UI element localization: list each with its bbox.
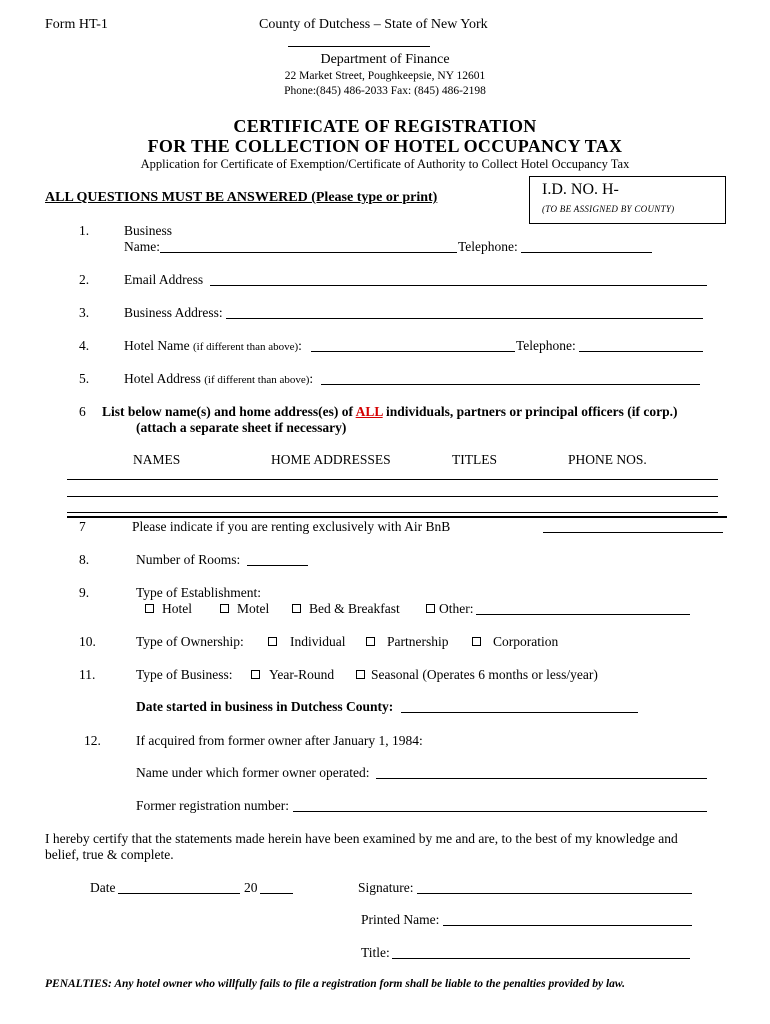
option-bed-breakfast[interactable]: [292, 601, 400, 617]
signature-label: Signature:: [358, 880, 414, 895]
former-registration-label: Former registration number:: [136, 798, 289, 813]
checkbox-individual[interactable]: [268, 637, 277, 646]
instructions: ALL QUESTIONS MUST BE ANSWERED (Please type or print): [45, 190, 438, 205]
option-motel-label: Motel: [237, 601, 270, 616]
col-names: NAMES: [133, 452, 181, 467]
q1-number: 1.: [79, 223, 90, 238]
department-address: 22 Market Street, Poughkeepsie, NY 12601: [284, 70, 486, 82]
checkbox-partnership[interactable]: [366, 637, 375, 646]
number-of-rooms-field[interactable]: [247, 565, 308, 566]
former-owner-name-field[interactable]: [376, 778, 707, 779]
col-phone-nos: PHONE NOS.: [568, 452, 647, 467]
hotel-telephone-field[interactable]: [579, 351, 703, 352]
year-field[interactable]: [260, 893, 293, 894]
option-partnership[interactable]: [366, 634, 449, 650]
title-subtitle: Application for Certificate of Exemption/Certificate of Authority to Collect Hotel Occupancy Tax: [140, 157, 630, 171]
checkbox-motel[interactable]: [220, 604, 229, 613]
id-number-note: (TO BE ASSIGNED BY COUNTY): [542, 204, 675, 214]
q7-number: 7: [79, 519, 86, 534]
option-hotel[interactable]: [145, 601, 192, 617]
id-number-label: I.D. NO. H-: [542, 181, 619, 198]
q1-label-name: Name:: [124, 239, 160, 254]
q10-label: Type of Ownership:: [136, 634, 244, 649]
department-phone-fax: Phone:(845) 486-2033 Fax: (845) 486-2198: [284, 85, 486, 97]
date-label: Date: [90, 880, 116, 895]
option-individual-label: Individual: [290, 634, 346, 649]
penalties-notice: PENALTIES: Any hotel owner who willfully fails to file a registration form shall be liable to the penalties provided by law.: [45, 978, 626, 990]
signature-field[interactable]: [417, 893, 692, 894]
year-prefix: 20: [244, 880, 258, 895]
department-name: Department of Finance: [320, 52, 450, 67]
certify-line-2: belief, true & complete.: [45, 847, 174, 862]
other-establishment-field[interactable]: [476, 614, 690, 615]
q6-text-c: (attach a separate sheet if necessary): [136, 420, 347, 435]
checkbox-hotel[interactable]: [145, 604, 154, 613]
q9-number: 9.: [79, 585, 90, 600]
business-address-field[interactable]: [226, 318, 703, 319]
q4-telephone-label: Telephone:: [516, 338, 576, 353]
q3-label: Business Address:: [124, 305, 223, 320]
title-line-2: FOR THE COLLECTION OF HOTEL OCCUPANCY TAX: [147, 136, 623, 156]
option-corporation-label: Corporation: [493, 634, 559, 649]
col-titles: TITLES: [452, 452, 497, 467]
airbnb-field[interactable]: [543, 532, 723, 533]
q9-label: Type of Establishment:: [136, 585, 262, 600]
option-motel[interactable]: [220, 601, 269, 617]
title-label: Title:: [361, 945, 390, 960]
q6-text-all: ALL: [355, 404, 383, 419]
q1-label-business: Business: [124, 223, 173, 238]
col-home-addresses: HOME ADDRESSES: [271, 452, 391, 467]
option-individual[interactable]: [268, 634, 346, 650]
option-corporation[interactable]: [472, 634, 558, 650]
county-state: County of Dutchess – State of New York: [259, 17, 488, 32]
business-telephone-field[interactable]: [521, 252, 652, 253]
former-owner-name-label: Name under which former owner operated:: [136, 765, 370, 780]
officer-line-2[interactable]: [67, 496, 718, 497]
q1-telephone-label: Telephone:: [458, 239, 518, 254]
option-other[interactable]: [426, 601, 474, 617]
option-hotel-label: Hotel: [162, 601, 192, 616]
q4-number: 4.: [79, 338, 90, 353]
checkbox-other[interactable]: [426, 604, 435, 613]
q4-colon: :: [298, 338, 302, 353]
option-year-round-label: Year-Round: [269, 667, 335, 682]
q2-label: Email Address: [124, 272, 204, 287]
q8-number: 8.: [79, 552, 90, 567]
q3-number: 3.: [79, 305, 90, 320]
q10-number: 10.: [79, 634, 96, 649]
option-bed-breakfast-label: Bed & Breakfast: [309, 601, 400, 616]
certify-line-1: I hereby certify that the statements made herein have been examined by me and are, to the best of my knowledge and: [45, 831, 678, 846]
q12-label: If acquired from former owner after January 1, 1984:: [136, 733, 423, 748]
section-divider: [67, 516, 727, 518]
header-divider: [288, 46, 430, 47]
email-address-field[interactable]: [210, 285, 707, 286]
officer-line-3[interactable]: [67, 512, 718, 513]
checkbox-year-round[interactable]: [251, 670, 260, 679]
q11-label: Type of Business:: [136, 667, 233, 682]
option-partnership-label: Partnership: [387, 634, 449, 649]
option-year-round[interactable]: [251, 667, 334, 683]
title-line-1: CERTIFICATE OF REGISTRATION: [233, 116, 537, 136]
q6-number: 6: [79, 404, 86, 419]
hotel-address-field[interactable]: [321, 384, 700, 385]
q5-colon: :: [309, 371, 314, 386]
date-field[interactable]: [118, 893, 240, 894]
form-id: Form HT-1: [45, 17, 108, 32]
q7-label: Please indicate if you are renting exclusively with Air BnB: [132, 519, 451, 534]
printed-name-label: Printed Name:: [361, 912, 440, 927]
business-name-field[interactable]: [160, 252, 457, 253]
checkbox-corporation[interactable]: [472, 637, 481, 646]
id-number-box[interactable]: [529, 176, 726, 224]
title-field[interactable]: [392, 958, 690, 959]
q6-text-a: List below name(s) and home address(es) of: [102, 404, 356, 419]
officer-line-1[interactable]: [67, 479, 718, 480]
date-started-label: Date started in business in Dutchess County:: [136, 699, 394, 714]
q12-number: 12.: [84, 733, 101, 748]
checkbox-seasonal[interactable]: [356, 670, 365, 679]
q5-note: (if different than above): [204, 374, 310, 386]
printed-name-field[interactable]: [443, 925, 692, 926]
former-registration-field[interactable]: [293, 811, 707, 812]
option-seasonal[interactable]: [356, 667, 598, 683]
option-other-label: Other:: [439, 601, 474, 616]
date-started-field[interactable]: [401, 712, 638, 713]
q4-label: Hotel Name: [124, 338, 190, 353]
q4-note: (if different than above): [192, 341, 299, 353]
checkbox-bed-breakfast[interactable]: [292, 604, 301, 613]
q11-number: 11.: [79, 667, 96, 682]
q6-text-b: individuals, partners or principal officers (if corp.): [382, 404, 678, 419]
q5-label: Hotel Address: [124, 371, 201, 386]
q2-number: 2.: [79, 272, 90, 287]
q8-label: Number of Rooms:: [136, 552, 241, 567]
q5-number: 5.: [79, 371, 90, 386]
hotel-name-field[interactable]: [311, 351, 515, 352]
option-seasonal-label: Seasonal (Operates 6 months or less/year): [371, 667, 598, 682]
